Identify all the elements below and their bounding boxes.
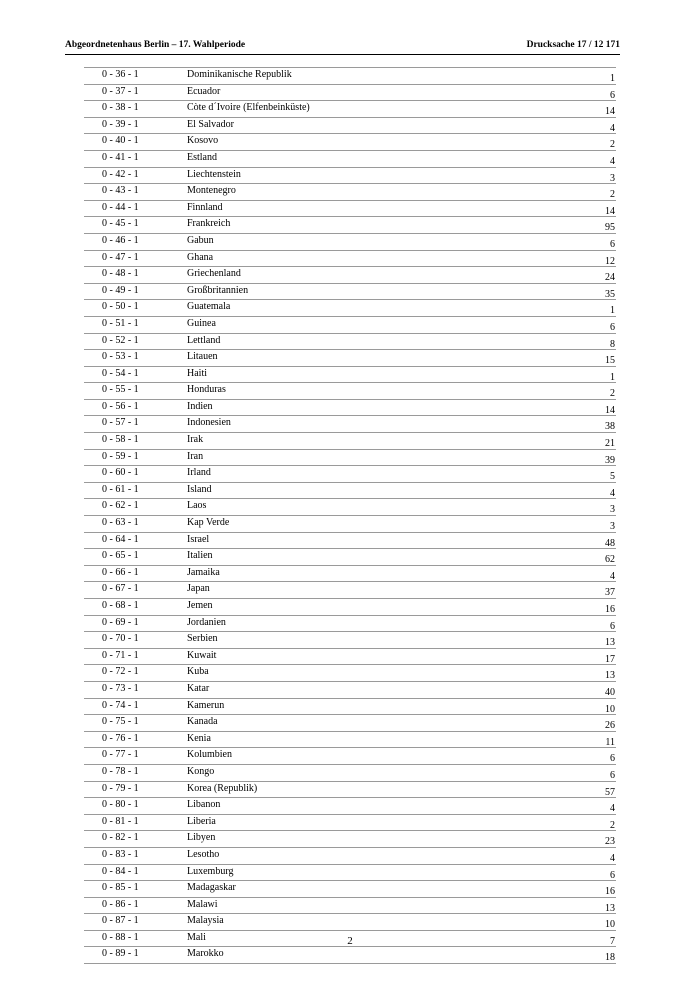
country-name: Honduras <box>187 384 226 396</box>
country-name: Korea (Republik) <box>187 782 258 794</box>
country-code: 0 - 61 - 1 <box>102 483 139 495</box>
country-name: Madagaskar <box>187 882 236 894</box>
country-code: 0 - 81 - 1 <box>102 815 139 827</box>
country-code: 0 - 52 - 1 <box>102 334 139 346</box>
country-code: 0 - 55 - 1 <box>102 384 139 396</box>
count-value: 40 <box>605 686 615 698</box>
count-value: 12 <box>605 255 615 267</box>
count-value: 1 <box>610 305 615 317</box>
country-code: 0 - 57 - 1 <box>102 417 139 429</box>
table-row <box>84 815 616 832</box>
count-value: 4 <box>610 155 615 167</box>
table-row <box>84 499 616 516</box>
table-row <box>84 848 616 865</box>
country-code: 0 - 79 - 1 <box>102 782 139 794</box>
country-name: Jordanien <box>187 616 226 628</box>
table-row <box>84 715 616 732</box>
table-row <box>84 748 616 765</box>
table-row <box>84 632 616 649</box>
table-row <box>84 881 616 898</box>
table-row <box>84 566 616 583</box>
country-name: Ghana <box>187 251 214 263</box>
count-value: 48 <box>605 537 615 549</box>
table-row <box>84 433 616 450</box>
table-row <box>84 665 616 682</box>
count-value: 2 <box>610 388 615 400</box>
country-name: Lesotho <box>187 848 220 860</box>
count-value: 8 <box>610 338 615 350</box>
count-value: 6 <box>610 321 615 333</box>
country-code: 0 - 69 - 1 <box>102 616 139 628</box>
table-row <box>84 549 616 566</box>
count-value: 10 <box>605 919 615 931</box>
country-code: 0 - 75 - 1 <box>102 716 139 728</box>
table-row <box>84 168 616 185</box>
country-code: 0 - 83 - 1 <box>102 848 139 860</box>
table-row <box>84 649 616 666</box>
country-name: Italien <box>187 550 213 562</box>
country-name: Estland <box>187 151 217 163</box>
country-code: 0 - 77 - 1 <box>102 749 139 761</box>
count-value: 39 <box>605 454 615 466</box>
count-value: 18 <box>605 952 615 964</box>
table-row <box>84 533 616 550</box>
country-code: 0 - 87 - 1 <box>102 915 139 927</box>
country-code: 0 - 56 - 1 <box>102 400 139 412</box>
country-name: Luxemburg <box>187 865 234 877</box>
count-value: 3 <box>610 504 615 516</box>
country-name: Ecuador <box>187 85 221 97</box>
count-value: 5 <box>610 471 615 483</box>
country-name: Kuwait <box>187 649 217 661</box>
table-row <box>84 947 616 964</box>
country-name: Liberia <box>187 815 216 827</box>
country-name: Dominikanische Republik <box>187 69 292 80</box>
count-value: 17 <box>605 653 615 665</box>
table-row <box>84 765 616 782</box>
country-code: 0 - 70 - 1 <box>102 633 139 645</box>
country-name: Còte d´Ivoire (Elfenbeinküste) <box>187 102 310 114</box>
table-row <box>84 134 616 151</box>
country-code: 0 - 88 - 1 <box>102 931 139 943</box>
count-value: 14 <box>605 404 615 416</box>
count-value: 2 <box>610 189 615 201</box>
country-name: Kuba <box>187 666 209 678</box>
table-row <box>84 101 616 118</box>
country-name: Lettland <box>187 334 221 346</box>
table-row <box>84 898 616 915</box>
count-value: 6 <box>610 753 615 765</box>
country-name: Japan <box>187 583 210 595</box>
country-code: 0 - 67 - 1 <box>102 583 139 595</box>
country-code: 0 - 60 - 1 <box>102 467 139 479</box>
table-row <box>84 798 616 815</box>
country-code: 0 - 49 - 1 <box>102 284 139 296</box>
country-name: Haiti <box>187 367 207 379</box>
country-code: 0 - 46 - 1 <box>102 234 139 246</box>
country-name: Liechtenstein <box>187 168 241 180</box>
count-value: 13 <box>605 670 615 682</box>
count-value: 11 <box>605 736 615 748</box>
country-name: Indonesien <box>187 417 231 429</box>
count-value: 3 <box>610 172 615 184</box>
country-code: 0 - 85 - 1 <box>102 882 139 894</box>
country-code: 0 - 47 - 1 <box>102 251 139 263</box>
country-code: 0 - 78 - 1 <box>102 765 139 777</box>
table-row <box>84 251 616 268</box>
table-row <box>84 118 616 135</box>
country-code: 0 - 65 - 1 <box>102 550 139 562</box>
country-code: 0 - 53 - 1 <box>102 351 139 363</box>
count-value: 35 <box>605 288 615 300</box>
country-name: Israel <box>187 533 210 545</box>
country-name: Jamaika <box>187 566 220 578</box>
country-name: Laos <box>187 500 207 512</box>
table-row <box>84 732 616 749</box>
country-name: Gabun <box>187 234 214 246</box>
table-row <box>84 334 616 351</box>
table-row <box>84 317 616 334</box>
country-code: 0 - 63 - 1 <box>102 517 139 529</box>
country-name: Island <box>187 483 212 495</box>
count-value: 6 <box>610 238 615 250</box>
country-name: Guinea <box>187 317 216 329</box>
country-name: Serbien <box>187 633 218 645</box>
country-code: 0 - 68 - 1 <box>102 600 139 611</box>
table-row <box>84 831 616 848</box>
table-row <box>84 383 616 400</box>
country-code: 0 - 38 - 1 <box>102 102 139 114</box>
count-value: 24 <box>605 272 615 284</box>
country-name: Kolumbien <box>187 749 232 761</box>
country-code: 0 - 36 - 1 <box>102 69 139 80</box>
table-row <box>84 450 616 467</box>
country-code: 0 - 72 - 1 <box>102 666 139 678</box>
country-code: 0 - 71 - 1 <box>102 649 139 661</box>
country-code: 0 - 50 - 1 <box>102 301 139 313</box>
page-header <box>65 40 620 55</box>
country-name: Iran <box>187 450 204 462</box>
country-code: 0 - 54 - 1 <box>102 367 139 379</box>
page-number: 2 <box>347 935 353 947</box>
table-row <box>84 201 616 218</box>
country-code: 0 - 86 - 1 <box>102 898 139 910</box>
country-name: Indien <box>187 400 213 412</box>
country-code: 0 - 40 - 1 <box>102 135 139 147</box>
table-row <box>84 516 616 533</box>
count-value: 21 <box>605 438 615 450</box>
country-code: 0 - 64 - 1 <box>102 533 139 545</box>
table-row <box>84 483 616 500</box>
country-code: 0 - 48 - 1 <box>102 268 139 280</box>
table-row <box>84 699 616 716</box>
table-row <box>84 367 616 384</box>
table-row <box>84 151 616 168</box>
country-name: Libyen <box>187 832 216 844</box>
count-value: 3 <box>610 521 615 533</box>
count-value: 16 <box>605 604 615 615</box>
count-value: 4 <box>610 852 615 864</box>
table-row <box>84 85 616 102</box>
country-name: Irland <box>187 467 211 479</box>
count-value: 14 <box>605 205 615 217</box>
country-name: Kenia <box>187 732 211 744</box>
table-row <box>84 350 616 367</box>
country-name: Litauen <box>187 351 218 363</box>
count-value: 14 <box>605 106 615 118</box>
country-code: 0 - 89 - 1 <box>102 948 139 960</box>
country-code: 0 - 80 - 1 <box>102 799 139 811</box>
country-name: Kap Verde <box>187 517 230 529</box>
country-code: 0 - 44 - 1 <box>102 201 139 213</box>
header-title: Abgeordnetenhaus Berlin – 17. Wahlperiode <box>65 40 246 50</box>
country-name: Marokko <box>187 948 224 960</box>
country-name: Montenegro <box>187 185 236 197</box>
country-code: 0 - 51 - 1 <box>102 317 139 329</box>
country-code: 0 - 74 - 1 <box>102 699 139 711</box>
country-code: 0 - 43 - 1 <box>102 185 139 197</box>
count-value: 13 <box>605 902 615 914</box>
country-code: 0 - 37 - 1 <box>102 85 139 97</box>
country-name: Kosovo <box>187 135 219 147</box>
table-row <box>84 466 616 483</box>
table-row <box>84 267 616 284</box>
table-row <box>84 582 616 599</box>
table-row <box>84 400 616 417</box>
country-code: 0 - 62 - 1 <box>102 500 139 512</box>
country-code: 0 - 41 - 1 <box>102 151 139 163</box>
table-row <box>84 217 616 234</box>
count-value: 15 <box>605 355 615 367</box>
country-name: Jemen <box>187 600 213 611</box>
count-value: 4 <box>610 122 615 134</box>
count-value: 37 <box>605 587 615 599</box>
table-row <box>84 300 616 317</box>
count-value: 38 <box>605 421 615 433</box>
table-row <box>84 416 616 433</box>
count-value: 6 <box>610 869 615 881</box>
country-name: Malaysia <box>187 915 224 927</box>
country-name: Griechenland <box>187 268 241 280</box>
country-code: 0 - 66 - 1 <box>102 566 139 578</box>
count-value: 23 <box>605 836 615 848</box>
table-row <box>84 616 616 633</box>
country-code: 0 - 76 - 1 <box>102 732 139 744</box>
country-name: Libanon <box>187 799 221 811</box>
country-name: Kamerun <box>187 699 225 711</box>
country-name: El Salvador <box>187 118 234 130</box>
count-value: 26 <box>605 720 615 732</box>
country-code: 0 - 84 - 1 <box>102 865 139 877</box>
country-name: Katar <box>187 682 210 694</box>
count-value: 13 <box>605 637 615 649</box>
country-name: Großbritannien <box>187 284 249 296</box>
country-table <box>84 67 616 964</box>
count-value: 4 <box>610 487 615 499</box>
count-value: 6 <box>610 89 615 101</box>
country-code: 0 - 45 - 1 <box>102 218 139 230</box>
count-value: 57 <box>605 786 615 798</box>
country-name: Kongo <box>187 765 215 777</box>
table-row <box>84 599 616 616</box>
count-value: 4 <box>610 570 615 582</box>
country-code: 0 - 42 - 1 <box>102 168 139 180</box>
table-row <box>84 682 616 699</box>
country-name: Frankreich <box>187 218 231 230</box>
table-row <box>84 284 616 301</box>
country-code: 0 - 82 - 1 <box>102 832 139 844</box>
table-row <box>84 234 616 251</box>
count-value: 16 <box>605 886 615 898</box>
table-row <box>84 914 616 931</box>
country-name: Irak <box>187 434 204 446</box>
table-row <box>84 865 616 882</box>
table-row <box>84 782 616 799</box>
country-name: Guatemala <box>187 301 231 313</box>
count-value: 95 <box>605 222 615 234</box>
country-code: 0 - 73 - 1 <box>102 682 139 694</box>
country-name: Mali <box>187 931 206 943</box>
count-value: 4 <box>610 803 615 815</box>
count-value: 1 <box>610 73 615 84</box>
count-value: 2 <box>610 819 615 831</box>
count-value: 10 <box>605 703 615 715</box>
country-code: 0 - 59 - 1 <box>102 450 139 462</box>
count-value: 1 <box>610 371 615 383</box>
document-number: Drucksache 17 / 12 171 <box>526 40 620 50</box>
count-value: 2 <box>610 139 615 151</box>
country-code: 0 - 58 - 1 <box>102 434 139 446</box>
table-row <box>84 67 616 85</box>
count-value: 6 <box>610 769 615 781</box>
country-name: Kanada <box>187 716 218 728</box>
country-name: Finnland <box>187 201 223 213</box>
count-value: 7 <box>610 935 615 947</box>
country-name: Malawi <box>187 898 218 910</box>
country-code: 0 - 39 - 1 <box>102 118 139 130</box>
count-value: 6 <box>610 620 615 632</box>
count-value: 62 <box>605 554 615 566</box>
table-row <box>84 184 616 201</box>
